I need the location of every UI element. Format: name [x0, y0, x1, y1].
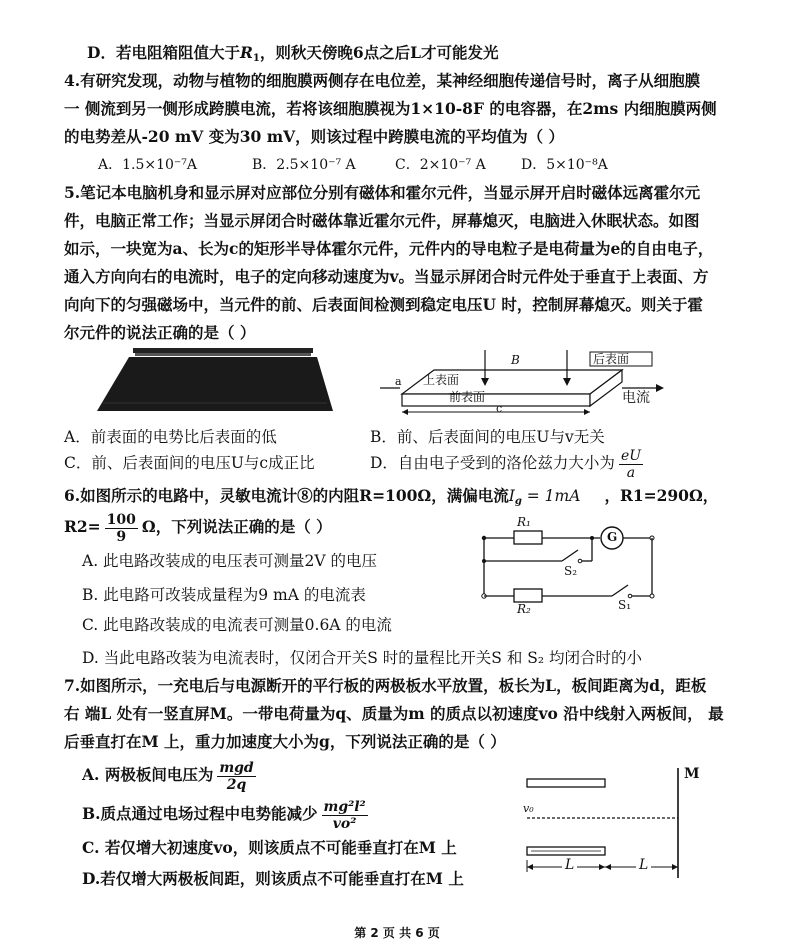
q5-option-d: D．自由电子受到的洛伦兹力大小为 $\frac{eU}{a}$: [370, 447, 642, 481]
q5-stem-line-5: 向向下的匀强磁场中，当元件的前、后表面间检测到稳定电压U 时，控制屏幕熄灭。则关于霍: [64, 295, 703, 314]
label-m: M: [684, 766, 700, 782]
q4-option-a: A．1.5×10⁻⁷A: [98, 157, 198, 173]
q6-option-d: D. 当此电路改装为电流表时，仅闭合开关S 时的量程比开关S 和 S₂ 均闭合时的小: [82, 649, 643, 667]
q3-option-d: D．若电阻箱阻值大于$R_1$，则秋天傍晚6点之后L才可能发光: [87, 43, 499, 64]
q5-stem-line-2: 件，电脑正常工作；当显示屏闭合时磁体靠近霍尔元件，屏幕熄灭，电脑进入休眠状态。如图: [64, 211, 700, 230]
label-s2: S₂: [564, 564, 578, 578]
label-top-surface: 上表面: [423, 373, 460, 387]
q4-option-b: B．2.5×10⁻⁷ A: [252, 157, 356, 173]
q7-stem-line-1: 7.如图所示，一充电后与电源断开的平行板的两极板水平放置，板长为L，板间距离为d，距板: [64, 676, 707, 695]
q7-option-d: D.若仅增大两极板间距，则该质点不可能垂直打在M 上: [82, 869, 464, 888]
q7-option-a: A. 两极板间电压为 $\frac{\text{mgd}}{2q}$: [82, 759, 254, 793]
q4-stem-line-2: 一 侧流到另一侧形成跨膜电流，若将该细胞膜视为1×10-8F 的电容器，在2ms 内细胞膜两侧: [64, 99, 717, 118]
label-c: c: [496, 402, 503, 415]
q5-stem-line-3: 如示，一块宽为a、长为c的矩形半导体霍尔元件，元件内的导电粒子是电荷量为e的自由电子，: [64, 239, 714, 258]
label-front-surface: 前表面: [449, 390, 486, 404]
q5-stem-line-6: 尔元件的说法正确的是（ ）: [64, 323, 256, 342]
q7-option-c: C. 若仅增大初速度vo，则该质点不可能垂直打在M 上: [82, 838, 457, 857]
parallel-plates-figure: [520, 766, 700, 888]
q5-option-b: B．前、后表面间的电压U与v无关: [370, 428, 605, 446]
q5-option-c: C．前、后表面间的电压U与c成正比: [64, 454, 315, 472]
q6-option-c: C. 此电路改装成的电流表可测量0.6A 的电流: [82, 616, 392, 634]
page-footer: 第 2 页 共 6 页: [354, 926, 440, 940]
label-l-gap: L: [636, 857, 651, 873]
q6-option-b: B. 此电路可改装成量程为9 mA 的电流表: [82, 586, 366, 604]
label-galvanometer: G: [607, 530, 618, 544]
label-b: B: [511, 353, 520, 367]
q5-stem-line-1: 5.笔记本电脑机身和显示屏对应部位分别有磁体和霍尔元件，当显示屏开启时磁体远离霍尔元: [64, 183, 701, 202]
label-l-plates: L: [562, 857, 577, 873]
label-s1: S₁: [618, 598, 632, 612]
q6-stem-line-1: 6.如图所示的电路中，灵敏电流计⑧的内阻R=100Ω，满偏电流$I_g = 1mA$ ，R1=290Ω，: [64, 486, 719, 507]
label-v0: v₀: [523, 802, 534, 815]
label-a: a: [395, 375, 402, 388]
q4-stem-line-3: 的电势差从-20 mV 变为30 mV，则该过程中跨膜电流的平均值为（ ）: [64, 127, 565, 146]
q4-stem-line-1: 4.有研究发现，动物与植物的细胞膜两侧存在电位差，某神经细胞传递信号时，离子从细胞膜: [64, 71, 701, 90]
circuit-diagram: [462, 516, 662, 616]
q4-option-d: D．5×10⁻⁸A: [521, 157, 608, 173]
q5-stem-line-4: 通入方向向右的电流时，电子的定向移动速度为v。当显示屏闭合时元件处于垂直于上表面、方: [64, 267, 709, 286]
laptop-figure: [95, 345, 335, 417]
label-r1: R₁: [517, 515, 531, 529]
q4-option-c: C．2×10⁻⁷ A: [395, 157, 486, 173]
q5-option-a: A．前表面的电势比后表面的低: [64, 428, 277, 446]
q7-stem-line-3: 后垂直打在M 上，重力加速度大小为g，下列说法正确的是（ ）: [64, 732, 506, 751]
label-current: 电流: [622, 390, 650, 406]
q6-option-a: A. 此电路改装成的电压表可测量2V 的电压: [82, 552, 378, 570]
q7-stem-line-2: 右 端L 处有一竖直屏M。一带电荷量为q、质量为m 的质点以初速度vo 沿中线射入两板间， 最: [64, 704, 724, 723]
label-back-surface: 后表面: [593, 352, 630, 366]
label-r2: R₂: [517, 602, 531, 616]
q6-stem-line-2: R2= $\frac{100}{9}$ Ω，下列说法正确的是（ ）: [64, 511, 332, 545]
q7-option-b: B.质点通过电场过程中电势能减少 $\frac{\text{mg²l²}}{\text{vo²}}$: [82, 798, 366, 832]
